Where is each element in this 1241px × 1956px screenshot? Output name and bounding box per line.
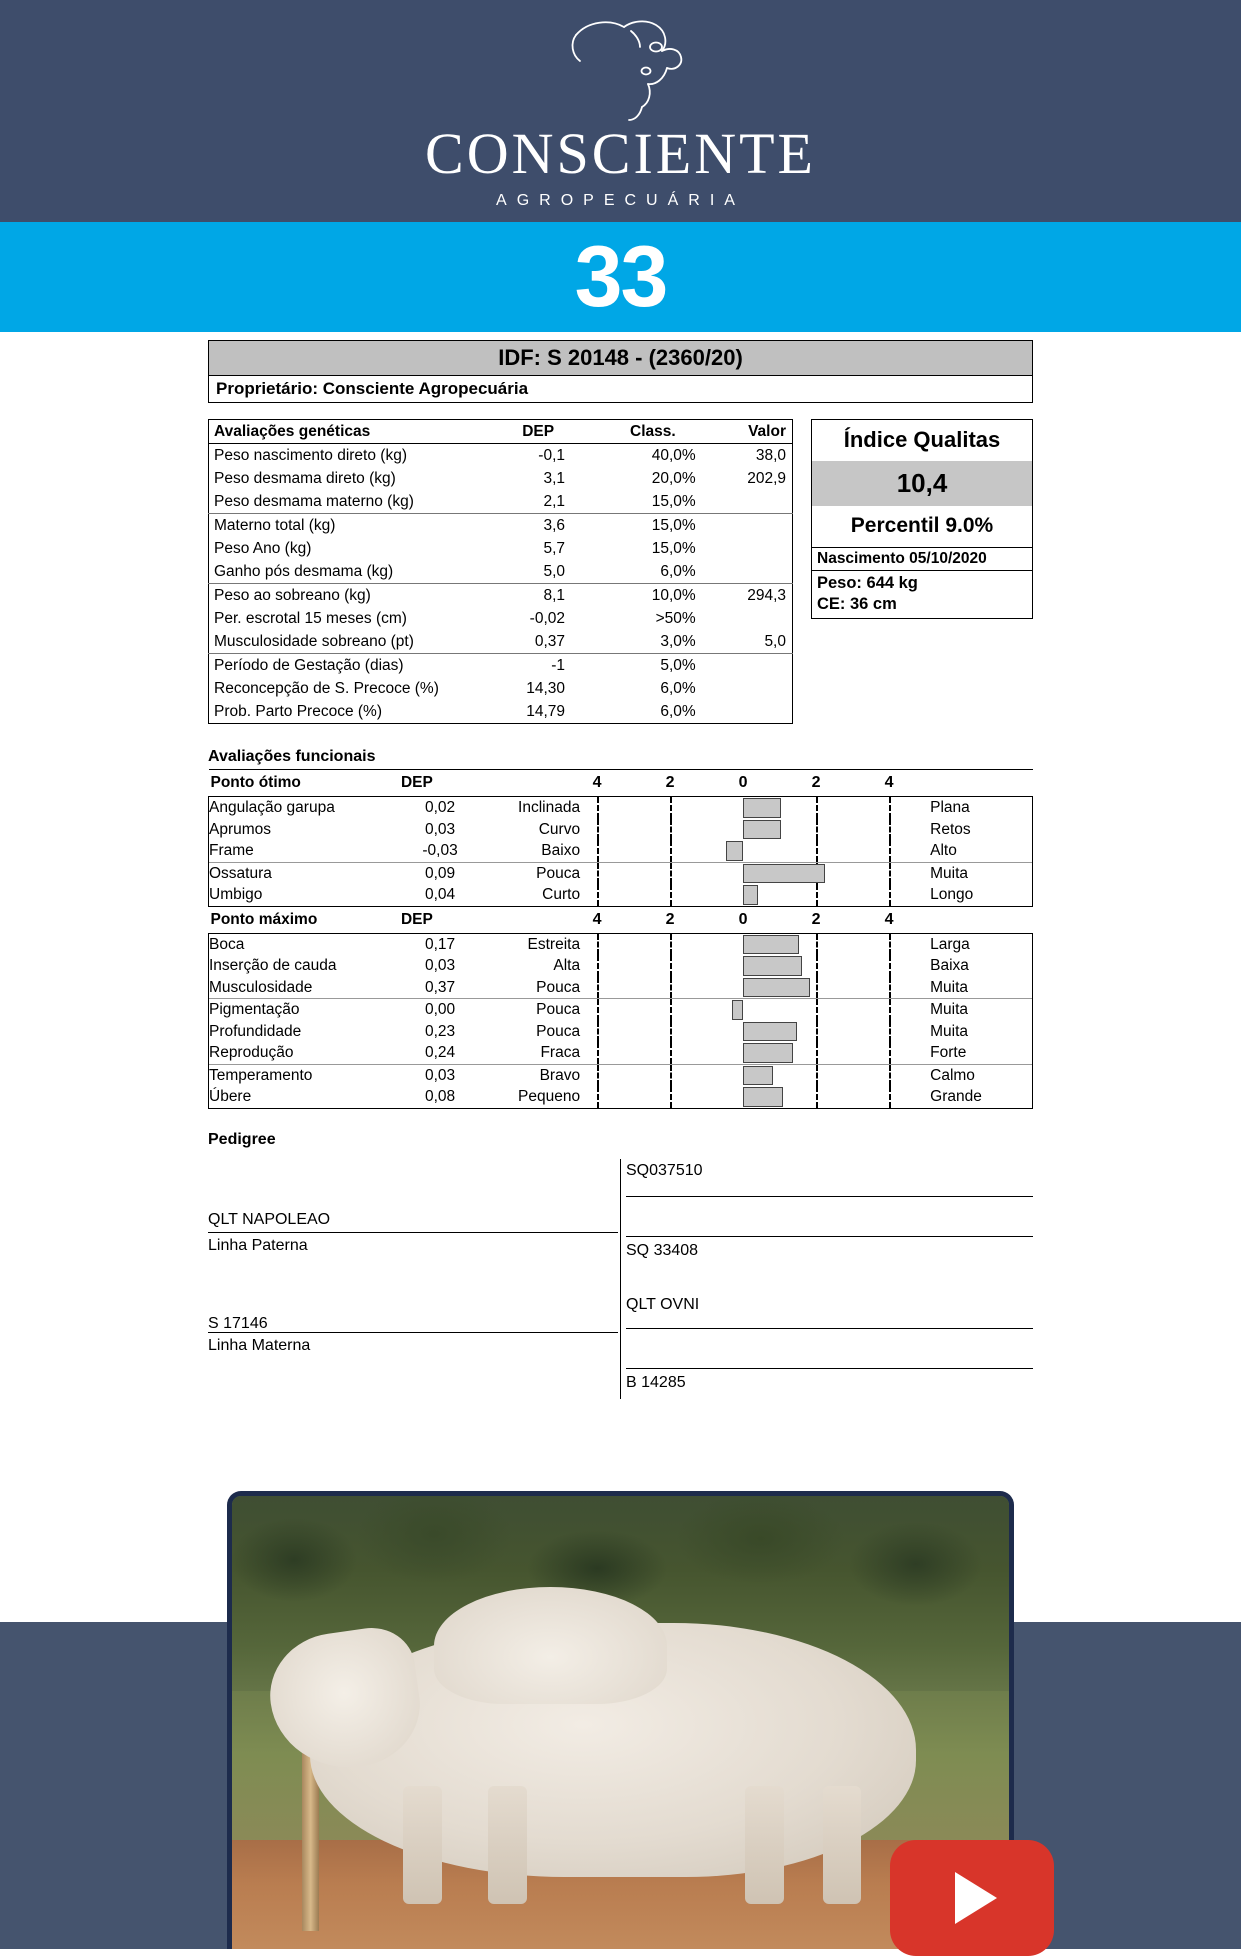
gridline bbox=[597, 1065, 599, 1087]
genetic-evaluations-table bbox=[208, 419, 793, 724]
col-header-dep: DEP bbox=[478, 420, 593, 444]
trait-bar bbox=[743, 1066, 773, 1086]
pole-high-label: Plana bbox=[930, 797, 1032, 819]
dep-value: 5,0 bbox=[543, 563, 566, 580]
qualitas-index-box bbox=[811, 419, 1033, 619]
gridline bbox=[670, 1042, 672, 1064]
trait-bar-chart bbox=[580, 819, 930, 841]
gridline bbox=[670, 999, 672, 1021]
pole-high-label: Muita bbox=[930, 1021, 1032, 1043]
dep-value: 0,04 bbox=[397, 884, 483, 906]
valor-value bbox=[708, 537, 793, 560]
dep-value: 0,37 bbox=[534, 633, 566, 650]
dep-value: 0,37 bbox=[424, 978, 456, 996]
dep-value: 0,23 bbox=[424, 1022, 456, 1040]
pole-low-label: Pequeno bbox=[483, 1086, 580, 1108]
trait-row bbox=[209, 977, 1033, 999]
axis-scale bbox=[580, 906, 930, 933]
gridline bbox=[816, 884, 818, 906]
lot-number-band bbox=[0, 222, 1241, 332]
functional-table bbox=[208, 769, 1033, 1109]
trait-bar-chart bbox=[580, 1021, 930, 1043]
gridline bbox=[816, 797, 818, 819]
pole-low-header bbox=[483, 906, 580, 933]
pole-low-header bbox=[483, 770, 580, 797]
trait-label: Boca bbox=[209, 933, 397, 955]
axis-tick: 4 bbox=[884, 774, 894, 791]
trait-row bbox=[209, 840, 1033, 862]
trait-row bbox=[209, 1021, 1033, 1043]
pole-high-label: Alto bbox=[930, 840, 1032, 862]
trait-label: Materno total (kg) bbox=[209, 514, 479, 538]
qualitas-title: Índice Qualitas bbox=[843, 427, 1001, 452]
gridline bbox=[889, 1065, 891, 1087]
gridline bbox=[889, 1042, 891, 1064]
gridline bbox=[816, 819, 818, 841]
class-value: 20,0% bbox=[651, 470, 696, 487]
gridline bbox=[816, 1021, 818, 1043]
bull-leg-rear bbox=[745, 1786, 784, 1904]
class-value: 6,0% bbox=[660, 680, 696, 697]
gridline bbox=[816, 955, 818, 977]
axis-tick: 2 bbox=[665, 910, 675, 928]
trait-bar bbox=[743, 1087, 783, 1107]
table-row bbox=[209, 490, 793, 514]
valor-value bbox=[708, 560, 793, 584]
trait-label: Peso Ano (kg) bbox=[214, 540, 312, 557]
dep-value: 8,1 bbox=[478, 584, 593, 608]
dam-name: S 17146 bbox=[208, 1289, 618, 1333]
cow-head-logo-icon bbox=[536, 13, 706, 123]
spacer-3 bbox=[626, 1277, 1033, 1293]
valor-value bbox=[708, 654, 793, 678]
valor-value bbox=[708, 607, 793, 630]
valor-value: 294,3 bbox=[708, 584, 793, 608]
trait-row bbox=[209, 884, 1033, 906]
trait-bar-chart bbox=[580, 862, 930, 884]
ce-value: CE: 36 cm bbox=[817, 595, 897, 613]
trait-bar bbox=[732, 1000, 743, 1020]
gridline bbox=[597, 999, 599, 1021]
dep-value: 0,24 bbox=[424, 1044, 456, 1061]
gridline bbox=[670, 1021, 672, 1043]
gridline bbox=[889, 977, 891, 999]
pedigree-grandparents bbox=[620, 1159, 1033, 1399]
maternal-granddam: B 14285 bbox=[626, 1373, 686, 1391]
table-row bbox=[209, 467, 793, 490]
valor-value bbox=[708, 514, 793, 538]
dep-value: 14,79 bbox=[526, 703, 566, 720]
pedigree-section bbox=[208, 1130, 1033, 1391]
axis-scale bbox=[580, 770, 930, 797]
gridline bbox=[889, 819, 891, 841]
axis-tick: 0 bbox=[738, 910, 748, 928]
gridline bbox=[670, 977, 672, 999]
trait-label: Peso desmama materno (kg) bbox=[214, 493, 414, 510]
pole-high-label: Calmo bbox=[930, 1064, 1032, 1086]
valor-value bbox=[708, 490, 793, 514]
pole-high-label: Forte bbox=[930, 1042, 1032, 1064]
gridline bbox=[889, 1086, 891, 1108]
class-value: 10,0% bbox=[593, 584, 708, 608]
gridline bbox=[597, 934, 599, 956]
gridline bbox=[670, 863, 672, 885]
valor-value bbox=[708, 700, 793, 724]
pole-high-label: Larga bbox=[930, 933, 1032, 955]
trait-label: Pigmentação bbox=[209, 999, 397, 1021]
pole-low-label: Baixo bbox=[541, 842, 581, 859]
gridline bbox=[889, 863, 891, 885]
trait-bar bbox=[726, 841, 744, 861]
trait-label: Prob. Parto Precoce (%) bbox=[214, 703, 382, 720]
dep-value: -1 bbox=[478, 654, 593, 678]
trait-bar bbox=[743, 978, 809, 998]
gridline bbox=[816, 1042, 818, 1064]
trait-label: Peso nascimento direto (kg) bbox=[214, 447, 407, 464]
gridline bbox=[597, 1021, 599, 1043]
table-row bbox=[209, 607, 793, 630]
birth-date: Nascimento 05/10/2020 bbox=[812, 548, 1032, 571]
table-row bbox=[209, 514, 793, 538]
brand-name: CONSCIENTE bbox=[425, 120, 816, 186]
trait-label: Ganho pós desmama (kg) bbox=[214, 563, 394, 580]
sire-line-label: Linha Paterna bbox=[208, 1236, 308, 1254]
trait-bar-chart bbox=[580, 933, 930, 955]
pole-high-label: Muita bbox=[930, 862, 1032, 884]
axis-tick: 4 bbox=[884, 910, 894, 928]
trait-row bbox=[209, 797, 1033, 819]
pole-low-label: Fraca bbox=[540, 1044, 581, 1061]
gridline bbox=[597, 955, 599, 977]
dep-value: -0,03 bbox=[422, 842, 458, 859]
trait-label: Peso desmama direto (kg) bbox=[214, 470, 396, 487]
trait-label: Úbere bbox=[209, 1086, 397, 1108]
spacer-1 bbox=[208, 1159, 618, 1181]
dep-value: 0,03 bbox=[424, 957, 456, 974]
pole-low-label: Pouca bbox=[483, 862, 580, 884]
dep-value: 2,1 bbox=[543, 493, 566, 510]
gridline bbox=[597, 1042, 599, 1064]
dep-value: 3,6 bbox=[478, 514, 593, 538]
trait-label: Musculosidade bbox=[209, 977, 397, 999]
trait-row bbox=[209, 1064, 1033, 1086]
trait-bar-chart bbox=[580, 977, 930, 999]
pole-high-label: Retos bbox=[930, 819, 1032, 841]
class-value: 15,0% bbox=[651, 540, 696, 557]
trait-label: Musculosidade sobreano (pt) bbox=[214, 633, 414, 650]
trait-bar bbox=[743, 798, 781, 818]
qualitas-value: 10,4 bbox=[812, 461, 1032, 506]
gridline bbox=[670, 884, 672, 906]
pole-low-label: Curvo bbox=[538, 820, 581, 838]
class-value: >50% bbox=[655, 610, 696, 627]
gridline bbox=[889, 840, 891, 862]
table-row bbox=[209, 677, 793, 700]
trait-label: Umbigo bbox=[209, 884, 397, 906]
gridline bbox=[889, 884, 891, 906]
col-header-value: Valor bbox=[708, 420, 793, 444]
paternal-spacer bbox=[626, 1197, 1033, 1237]
pole-high-label: Grande bbox=[930, 1086, 1032, 1108]
trait-label: Per. escrotal 15 meses (cm) bbox=[214, 610, 407, 627]
col-header-dep: DEP bbox=[397, 906, 483, 933]
gridline bbox=[889, 1021, 891, 1043]
paternal-granddam: SQ 33408 bbox=[626, 1241, 699, 1259]
gridline bbox=[597, 797, 599, 819]
pole-low-label: Pouca bbox=[536, 1022, 581, 1040]
gridline bbox=[597, 863, 599, 885]
class-value: 3,0% bbox=[660, 633, 696, 650]
gridline bbox=[670, 955, 672, 977]
section-header-row bbox=[209, 906, 1033, 933]
table-row bbox=[209, 560, 793, 584]
trait-row bbox=[209, 933, 1033, 955]
gridline bbox=[816, 1065, 818, 1087]
col-header-class: Class. bbox=[593, 420, 708, 444]
brand-header bbox=[0, 0, 1241, 222]
spacer-2 bbox=[208, 1257, 618, 1289]
trait-row bbox=[209, 999, 1033, 1021]
bull-leg-front bbox=[403, 1786, 442, 1904]
dep-value: 3,1 bbox=[543, 470, 566, 487]
paternal-grandsire: SQ037510 bbox=[626, 1159, 1033, 1197]
gridline bbox=[889, 797, 891, 819]
gridline bbox=[816, 999, 818, 1021]
trait-label: Peso ao sobreano (kg) bbox=[209, 584, 479, 608]
trait-label: Inserção de cauda bbox=[209, 955, 397, 977]
gridline bbox=[670, 840, 672, 862]
gridline bbox=[816, 934, 818, 956]
gridline bbox=[889, 934, 891, 956]
gridline bbox=[816, 840, 818, 862]
functional-evaluations bbox=[208, 748, 1033, 1109]
genetics-and-index bbox=[208, 419, 1033, 724]
bull-leg-front-2 bbox=[488, 1786, 527, 1904]
trait-label: Temperamento bbox=[209, 1064, 397, 1086]
trait-bar bbox=[743, 1022, 797, 1042]
pedigree-grid bbox=[208, 1159, 1033, 1391]
trait-bar bbox=[743, 864, 825, 884]
table-row bbox=[209, 700, 793, 724]
dep-value: 0,03 bbox=[424, 820, 456, 838]
valor-value: 38,0 bbox=[755, 447, 786, 464]
qualitas-percentile: Percentil 9.0% bbox=[812, 506, 1032, 548]
class-value: 6,0% bbox=[660, 563, 696, 580]
pole-high-label: Muita bbox=[930, 999, 1032, 1021]
dep-value: 0,02 bbox=[424, 799, 456, 816]
axis-tick: 0 bbox=[738, 774, 748, 791]
pole-low-label: Pouca bbox=[536, 978, 581, 996]
gridline bbox=[597, 819, 599, 841]
dep-value: 5,7 bbox=[543, 540, 566, 557]
dep-value: 14,30 bbox=[526, 680, 566, 697]
axis-tick: 2 bbox=[665, 774, 675, 791]
section-name: Ponto ótimo bbox=[209, 770, 397, 797]
dep-value: 0,08 bbox=[397, 1086, 483, 1108]
pole-high-header bbox=[930, 770, 1032, 797]
gridline bbox=[670, 1086, 672, 1108]
pole-low-label: Curto bbox=[483, 884, 580, 906]
trait-label: Reconcepção de S. Precoce (%) bbox=[214, 680, 439, 697]
axis-tick: 2 bbox=[811, 774, 821, 791]
table-header-row bbox=[209, 420, 793, 444]
trait-bar bbox=[743, 885, 758, 905]
gridline bbox=[670, 819, 672, 841]
owner-name: Proprietário: Consciente Agropecuária bbox=[208, 376, 1033, 403]
play-triangle-icon bbox=[955, 1872, 997, 1924]
gridline bbox=[816, 977, 818, 999]
pole-low-label: Inclinada bbox=[518, 799, 581, 816]
class-value: 40,0% bbox=[651, 447, 696, 464]
brand-subtitle: AGROPECUÁRIA bbox=[496, 191, 745, 209]
gridline bbox=[816, 1086, 818, 1108]
valor-value: 202,9 bbox=[747, 470, 786, 487]
trait-bar-chart bbox=[580, 1064, 930, 1086]
gridline bbox=[597, 884, 599, 906]
pole-high-label: Muita bbox=[930, 977, 1032, 999]
pole-high-header bbox=[930, 906, 1032, 933]
gridline bbox=[597, 840, 599, 862]
trait-label: Reprodução bbox=[209, 1042, 397, 1064]
class-value: 6,0% bbox=[660, 703, 696, 720]
table-row bbox=[209, 630, 793, 654]
trait-bar-chart bbox=[580, 840, 930, 862]
valor-value bbox=[708, 677, 793, 700]
trait-bar-chart bbox=[580, 955, 930, 977]
trait-label: Ossatura bbox=[209, 862, 397, 884]
class-value: 15,0% bbox=[593, 514, 708, 538]
trait-bar bbox=[743, 956, 802, 976]
class-value: 5,0% bbox=[593, 654, 708, 678]
pedigree-parents bbox=[208, 1159, 618, 1357]
dep-value: -0,02 bbox=[529, 610, 566, 627]
trait-bar-chart bbox=[580, 797, 930, 819]
dep-value: -0,1 bbox=[538, 447, 566, 464]
sire-name: QLT NAPOLEAO bbox=[208, 1181, 618, 1233]
pole-high-label: Longo bbox=[930, 884, 1032, 906]
trait-bar-chart bbox=[580, 884, 930, 906]
col-header-dep: DEP bbox=[397, 770, 483, 797]
trait-row bbox=[209, 955, 1033, 977]
dep-value: 0,00 bbox=[397, 999, 483, 1021]
pole-low-label: Estreita bbox=[527, 935, 581, 953]
table-row bbox=[209, 654, 793, 678]
trait-bar-chart bbox=[580, 1086, 930, 1108]
trait-label: Aprumos bbox=[209, 819, 397, 841]
gridline bbox=[670, 934, 672, 956]
axis-tick: 4 bbox=[592, 774, 602, 791]
valor-value: 5,0 bbox=[764, 633, 786, 650]
trait-bar bbox=[743, 1043, 793, 1063]
play-video-button[interactable] bbox=[890, 1840, 1054, 1956]
pole-low-label: Pouca bbox=[483, 999, 580, 1021]
measurements bbox=[812, 571, 1032, 618]
trait-bar bbox=[743, 935, 798, 955]
gridline bbox=[597, 1086, 599, 1108]
axis-tick: 2 bbox=[811, 910, 821, 928]
maternal-spacer bbox=[626, 1329, 1033, 1369]
lot-number: 33 bbox=[574, 229, 667, 325]
trait-row bbox=[209, 862, 1033, 884]
trait-label: Angulação garupa bbox=[209, 797, 397, 819]
pole-low-label: Bravo bbox=[483, 1064, 580, 1086]
functional-title: Avaliações funcionais bbox=[208, 748, 376, 765]
gridline bbox=[670, 797, 672, 819]
gridline bbox=[670, 1065, 672, 1087]
section-name: Ponto máximo bbox=[209, 906, 397, 933]
bull-leg-rear-2 bbox=[823, 1786, 862, 1904]
maternal-grandsire: QLT OVNI bbox=[626, 1293, 1033, 1329]
table-row bbox=[209, 444, 793, 468]
section-header-row bbox=[209, 770, 1033, 797]
animal-idf: IDF: S 20148 - (2360/20) bbox=[208, 340, 1033, 376]
class-value: 15,0% bbox=[651, 493, 696, 510]
axis-tick: 4 bbox=[592, 910, 602, 928]
pole-high-label: Baixa bbox=[930, 955, 1032, 977]
dam-line-label: Linha Materna bbox=[208, 1336, 311, 1354]
col-header-trait: Avaliações genéticas bbox=[209, 420, 479, 444]
trait-row bbox=[209, 1042, 1033, 1064]
trait-bar bbox=[743, 820, 781, 840]
pole-low-label: Alta bbox=[553, 957, 581, 974]
pedigree-title: Pedigree bbox=[208, 1130, 276, 1148]
dep-value: 0,09 bbox=[397, 862, 483, 884]
gridline bbox=[597, 977, 599, 999]
weight-value: Peso: 644 kg bbox=[817, 574, 918, 592]
gridline bbox=[889, 955, 891, 977]
trait-row bbox=[209, 819, 1033, 841]
trait-label: Frame bbox=[209, 840, 397, 862]
trait-bar-chart bbox=[580, 999, 930, 1021]
trait-bar-chart bbox=[580, 1042, 930, 1064]
trait-row bbox=[209, 1086, 1033, 1108]
bull-hump bbox=[434, 1587, 667, 1705]
catalog-body bbox=[0, 332, 1241, 1391]
table-row bbox=[209, 537, 793, 560]
gridline bbox=[889, 999, 891, 1021]
trait-label: Profundidade bbox=[209, 1021, 397, 1043]
dep-value: 0,17 bbox=[424, 935, 456, 953]
trait-label: Período de Gestação (dias) bbox=[209, 654, 479, 678]
dep-value: 0,03 bbox=[397, 1064, 483, 1086]
table-row bbox=[209, 584, 793, 608]
